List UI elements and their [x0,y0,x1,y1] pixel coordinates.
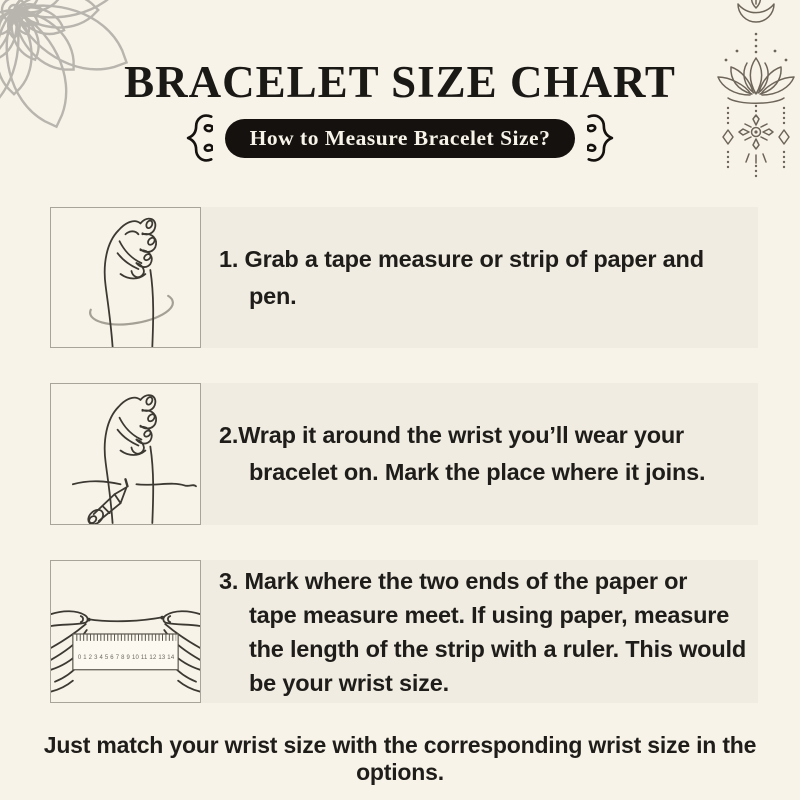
page-title: BRACELET SIZE CHART [124,57,676,107]
step-1-text [219,241,704,315]
wrist-strip-pen-icon [51,384,200,524]
step-3-line-4: be your wrist size. [249,669,449,696]
step-row-2 [50,383,758,525]
step-2-illustration [50,383,201,525]
step-3-line-2: tape measure meet. If using paper, measure [249,601,730,628]
fist-hand-with-bracelet-icon [51,208,200,347]
ruler-numbers: 0 1 2 3 4 5 6 7 8 9 10 11 12 13 14 [77,654,175,661]
step-1-line-2: pen. [249,282,297,309]
flourish-brace-left-icon [181,113,213,163]
step-row-3 [50,560,758,703]
step-2-text [219,417,705,491]
step-1-illustration [50,207,201,348]
badge-row [0,113,800,163]
step-2-line-1: 2.Wrap it around the wrist you’ll wear your [219,422,684,448]
step-1-line-1: 1. Grab a tape measure or strip of paper and [219,245,704,272]
footer-note: Just match your wrist size with the corresponding wrist size in the options. [43,732,757,785]
how-to-measure-badge: How to Measure Bracelet Size? [225,119,576,158]
step-3-line-3: the length of the strip with a ruler. This would [249,635,746,662]
lotus-pendant-icon [692,0,798,220]
step-row-1 [50,207,758,348]
step-3-illustration [50,560,201,703]
step-3-line-1: 3. Mark where the two ends of the paper or [219,567,688,594]
step-2-line-2: bracelet on. Mark the place where it joins. [249,459,706,485]
flourish-brace-right-icon [587,113,619,163]
step-3-text [219,564,746,700]
hands-ruler-measuring-icon [51,561,200,702]
